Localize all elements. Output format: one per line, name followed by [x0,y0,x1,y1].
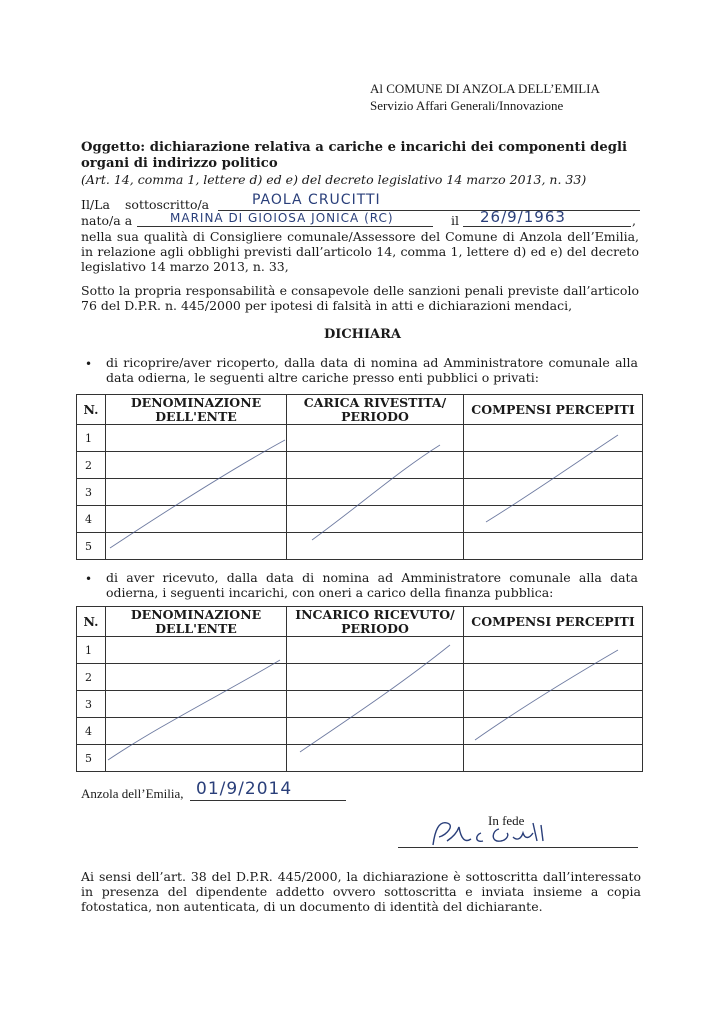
section1-text: di ricoprire/aver ricoperto, dalla data di nomina ad Amministratore comunale alla data odierna, le seguenti altre cariche presso enti pubblici o privati: [106,355,638,385]
row-number: 4 [77,506,106,533]
bullet-2: • [85,572,93,586]
label-born: nato/a a [81,213,133,228]
label-on: il [451,213,459,228]
declarant-name: PAOLA CRUCITTI [252,192,381,208]
row-number: 2 [77,664,106,691]
row-number: 3 [77,479,106,506]
col-header-carica: CARICA RIVESTITA/ PERIODO [287,395,464,425]
col-header-ente: DENOMINAZIONE DELL'ENTE [106,607,287,637]
col-header-incarico: INCARICO RICEVUTO/ PERIODO [287,607,464,637]
strike-line [486,435,618,522]
col-header-n: N. [77,395,106,425]
strike-line [108,660,280,760]
strike-line [300,645,450,752]
label-undersigned: Il/La [81,197,110,212]
strike-line [312,445,440,540]
addressee-line-2: Servizio Affari Generali/Innovazione [370,98,564,113]
footer-note: Ai sensi dell’art. 38 del D.P.R. 445/2000, la dichiarazione è sottoscritta dall’interessato in presenza del dipendente addetto ovvero sottoscritta e inviata insieme a copia fotostatica, non autenticata, di un documento di identità del dichiarante. [81,869,641,914]
subject-title: Oggetto: dichiarazione relativa a cariche e incarichi dei componenti degli organi di indirizzo politico [81,140,628,171]
penal-paragraph: Sotto la propria responsabilità e consapevole delle sanzioni penali previste dall’articolo 76 del D.P.R. n. 445/2000 per ipotesi di falsità in atti e dichiarazioni mendaci, [81,283,639,313]
date-underline [190,800,346,801]
strike-line [110,440,285,548]
declarant-birthplace: MARINA DI GIOIOSA JONICA (RC) [170,211,394,225]
section2-text: di aver ricevuto, dalla data di nomina ad Amministratore comunale alla data odierna, i seguenti incarichi, con oneri a carico della finanza pubblica: [106,570,638,600]
row-number: 4 [77,718,106,745]
place-label: Anzola dell’Emilia, [81,786,184,801]
col-header-ente: DENOMINAZIONE DELL'ENTE [106,395,287,425]
row-number: 5 [77,533,106,560]
declarant-birthdate: 26/9/1963 [480,208,566,226]
role-paragraph: nella sua qualità di Consigliere comunale/Assessore del Comune di Anzola dell’Emilia, in relazione agli obblighi previsti dall’articolo 14, comma 1, lettere d) ed e) del decreto legislativo 14 marzo 2013, n. 33, [81,229,639,274]
comma: , [632,213,636,228]
col-header-compensi: COMPENSI PERCEPITI [464,395,643,425]
in-fede-label: In fede [488,813,525,828]
col-header-compensi: COMPENSI PERCEPITI [464,607,643,637]
addressee-line-1: Al COMUNE DI ANZOLA DELL’EMILIA [370,81,600,96]
row-number: 1 [77,637,106,664]
row-number: 2 [77,452,106,479]
row-number: 3 [77,691,106,718]
dichiara-heading: DICHIARA [323,327,402,342]
col-header-n: N. [77,607,106,637]
row-number: 5 [77,745,106,772]
row-number: 1 [77,425,106,452]
strike-line [475,650,618,740]
signature [425,815,565,851]
subject-reference: (Art. 14, comma 1, lettere d) ed e) del decreto legislativo 14 marzo 2013, n. 33) [81,172,587,187]
bullet-1: • [85,357,93,371]
label-undersigned-2: sottoscritto/a [125,197,210,212]
signed-date: 01/9/2014 [196,779,293,799]
